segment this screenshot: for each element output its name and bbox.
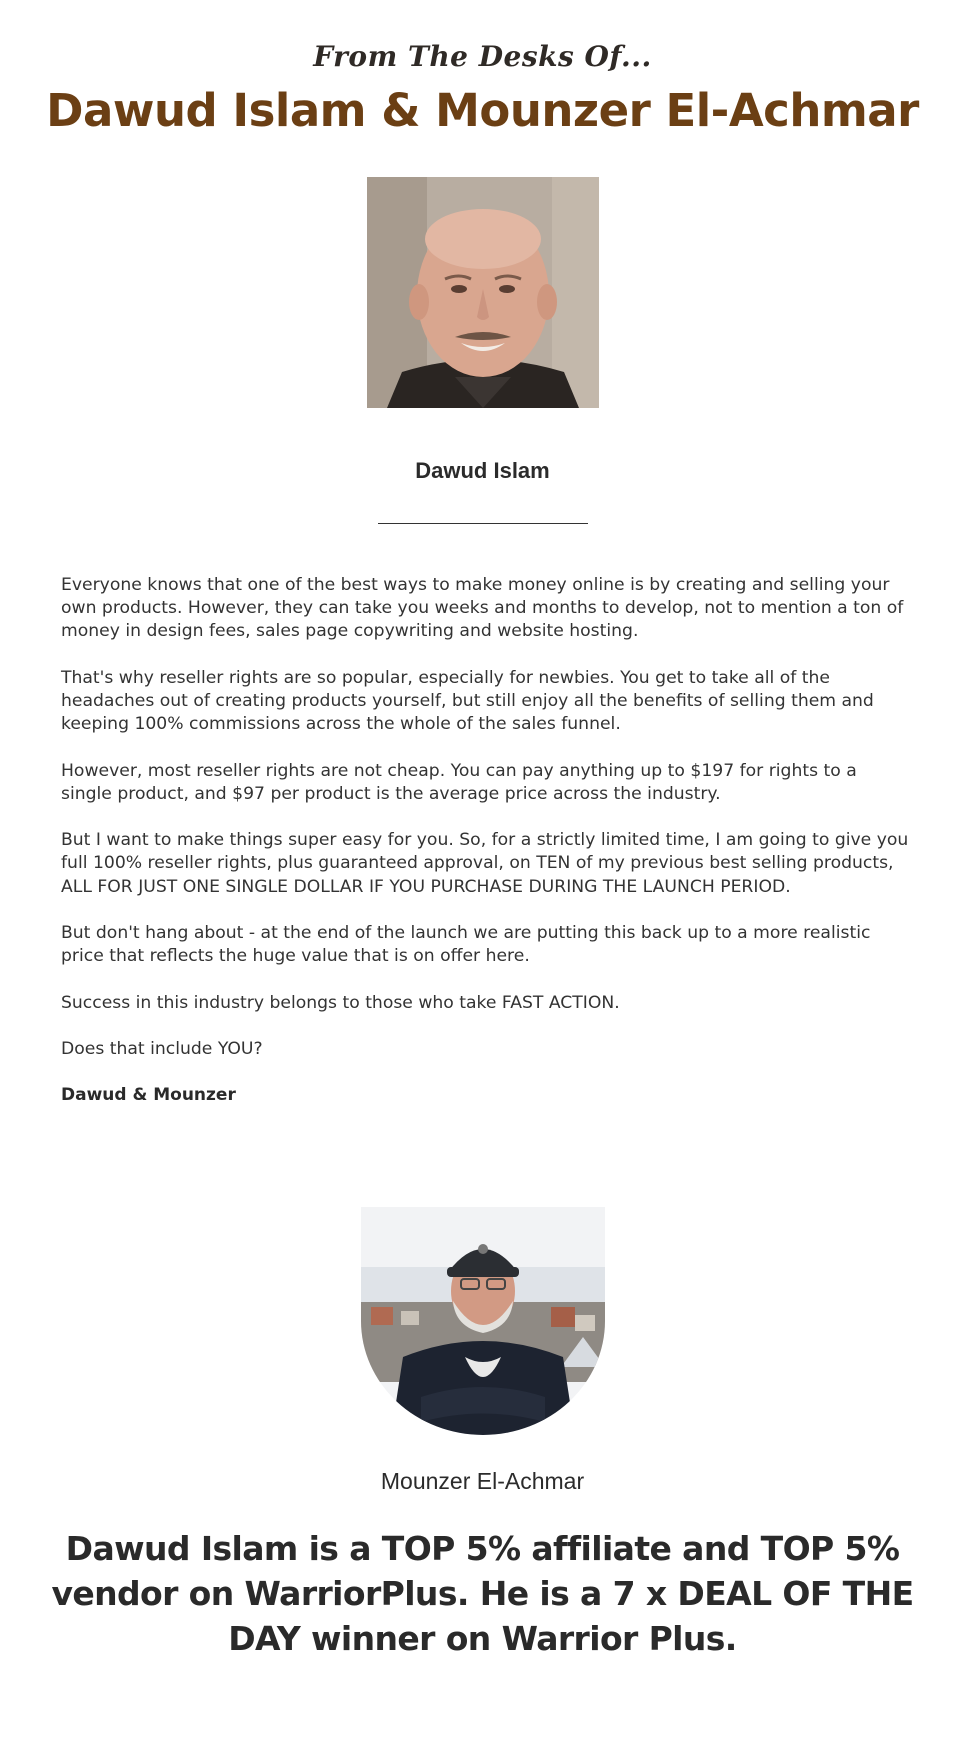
sales-letter-body [61, 574, 911, 1131]
author-name-dawud: Dawud Islam [415, 458, 550, 483]
credentials-statement: Dawud Islam is a TOP 5% affiliate and TOP 5% vendor on WarriorPlus. He is a 7 x DEAL OF THE DAY winner on Warrior Plus. [51, 1529, 914, 1658]
letter-paragraph: That's why reseller rights are so popular, especially for newbies. You get to take all of the headaches out of creating products yourself, but still enjoy all the benefits of selling them and keeping 100% commissions across the whole of the sales funnel. [61, 667, 874, 735]
letter-paragraph: However, most reseller rights are not cheap. You can pay anything up to $197 for rights to a single product, and $97 per product is the average price across the industry. [61, 760, 857, 804]
letter-paragraph: Success in this industry belongs to those who take FAST ACTION. [61, 992, 620, 1013]
page-title: Dawud Islam & Mounzer El-Achmar [46, 84, 919, 137]
letter-paragraph: Everyone knows that one of the best ways to make money online is by creating and selling your own products. However, they can take you weeks and months to develop, not to mention a ton of money in design fees, sales page copywriting and website hosting. [61, 575, 904, 642]
letter-paragraph: But don't hang about - at the end of the launch we are putting this back up to a more realistic price that reflects the huge value that is on offer here. [61, 922, 871, 967]
dawud-islam-photo [367, 177, 599, 408]
letter-signature: Dawud & Mounzer [61, 1085, 236, 1106]
author-name-mounzer: Mounzer El-Achmar [380, 1468, 585, 1494]
header-kicker: From The Desks Of... [313, 40, 652, 73]
letter-paragraph: But I want to make things super easy for you. So, for a strictly limited time, I am going to give you full 100% reseller rights, plus guaranteed approval, on TEN of my previous best selling products, ALL FOR JUST ONE SINGLE DOLLAR IF YOU PURCHASE DURING THE LAUNCH PERIOD. [61, 830, 909, 897]
letter-paragraph: Does that include YOU? [61, 1038, 263, 1059]
mounzer-el-achmar-photo [361, 1207, 605, 1435]
section-divider [378, 523, 588, 524]
